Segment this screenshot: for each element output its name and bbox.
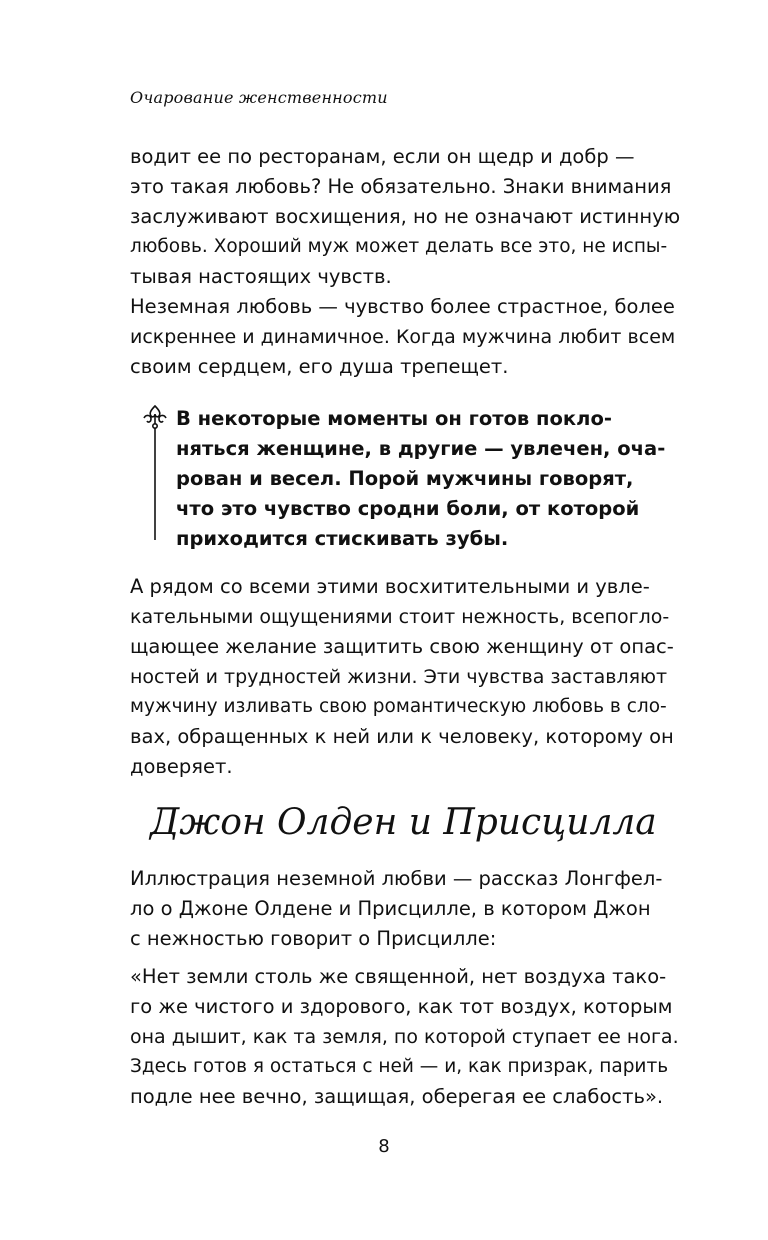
text-line: доверяет. (130, 755, 233, 778)
text-line: приходится стискивать зубы. (176, 527, 509, 550)
text-line: подле нее вечно, защищая, оберегая ее слабость». (130, 1085, 664, 1108)
text-line: тывая настоящих чувств. (130, 265, 392, 288)
text-line: что это чувство сродни боли, от которой (176, 497, 640, 520)
text-line: с нежностью говорит о Присцилле: (130, 927, 497, 950)
text-line: она дышит, как та земля, по которой ступает ее нога. (130, 1026, 679, 1048)
text-line: Иллюстрация неземной любви — рассказ Лонгфел- (130, 867, 663, 890)
body-paragraph (130, 292, 680, 382)
text-line: А рядом со всеми этими восхитительными и увле- (130, 575, 650, 598)
text-line: водит ее по ресторанам, если он щедр и добр — (130, 145, 635, 168)
text-line: го же чистого и здорового, как тот воздух, которым (130, 995, 673, 1018)
text-line: Здесь готов я остаться с ней — и, как призрак, парить (130, 1056, 669, 1077)
text-line: няться женщине, в другие — увлечен, оча- (176, 437, 666, 460)
text-line: ностей и трудностей жизни. Эти чувства заставляют (130, 666, 668, 688)
text-line: любовь. Хороший муж может делать все это, не испы- (130, 236, 668, 257)
text-line: щающее желание защитить свою женщину от опас- (130, 635, 674, 658)
text-line: заслуживают восхищения, но не означают истинную (130, 205, 681, 228)
fleuron-icon (140, 404, 170, 544)
text-line: мужчину изливать свою романтическую любовь в сло- (130, 696, 667, 717)
page-number: 8 (378, 1136, 390, 1157)
body-paragraph (130, 864, 680, 954)
text-line: рован и весел. Порой мужчины говорят, (176, 467, 634, 490)
text-line: «Нет земли столь же священной, нет воздуха тако- (130, 965, 667, 988)
text-line: кательными ощущениями стоит нежность, всепогло- (130, 606, 670, 628)
text-line: это такая любовь? Не обязательно. Знаки внимания (130, 175, 672, 198)
callout-text (176, 404, 700, 554)
body-paragraph (130, 142, 680, 292)
text-line: вах, обращенных к ней или к человеку, которому он (130, 725, 674, 748)
text-line: своим сердцем, его душа трепещет. (130, 355, 509, 378)
text-line: Неземная любовь — чувство более страстное, более (130, 295, 675, 318)
callout-quote (140, 404, 700, 554)
body-paragraph (130, 572, 680, 782)
section-heading: Джон Олден и Присцилла (150, 802, 657, 843)
quote-paragraph (130, 962, 680, 1112)
text-line: искреннее и динамичное. Когда мужчина любит всем (130, 326, 676, 348)
running-head: Очарование женственности (130, 88, 388, 107)
text-line: В некоторые моменты он готов покло- (176, 407, 612, 430)
text-line: ло о Джоне Олдене и Присцилле, в котором Джон (130, 897, 651, 920)
